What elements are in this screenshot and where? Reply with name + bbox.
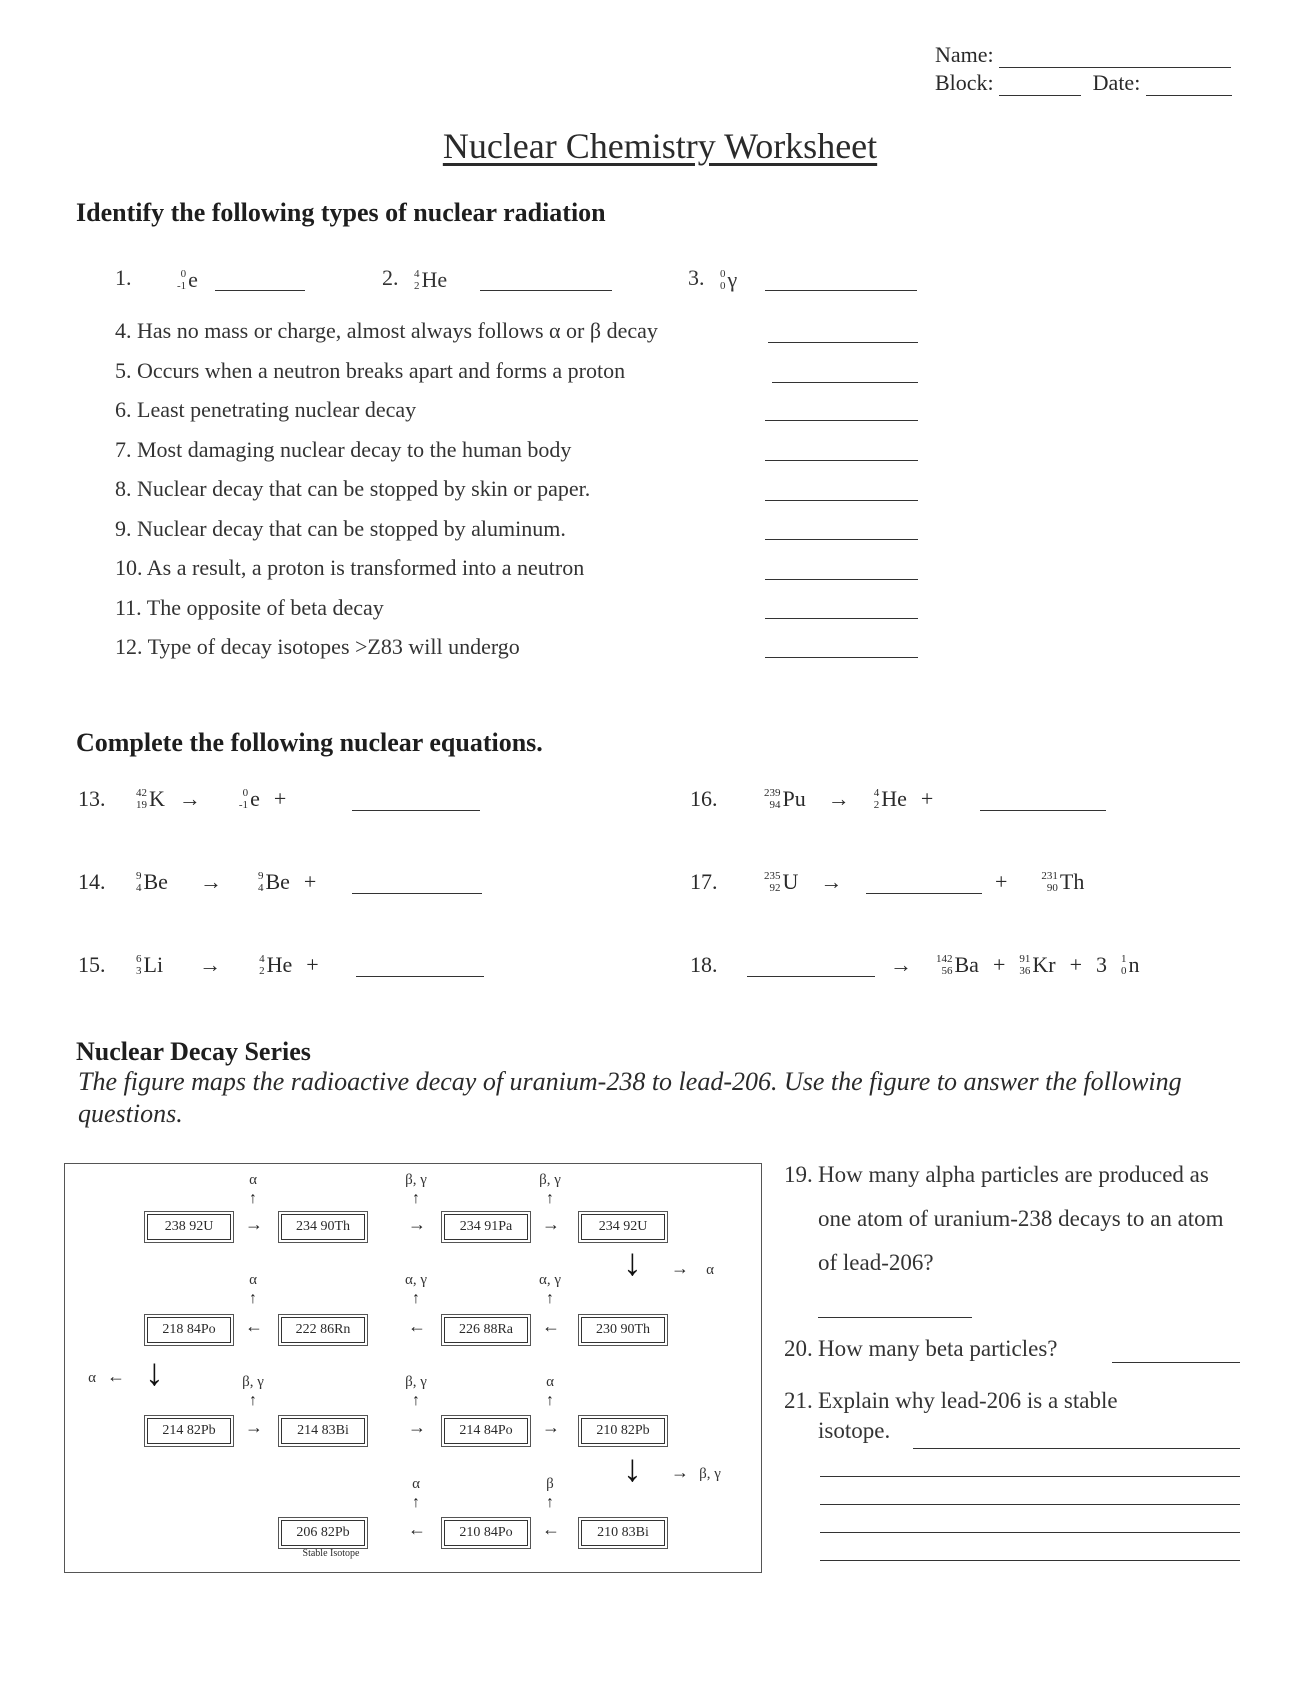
plus-sign: + xyxy=(306,952,319,977)
decay-label: α xyxy=(88,1370,96,1386)
decay-right-arrow: → xyxy=(408,1417,426,1437)
nuclide-helium: 4 2 He xyxy=(414,266,448,292)
answer-blank-20[interactable] xyxy=(1112,1362,1240,1363)
nuclide-box-rn222: 222 86Rn xyxy=(281,1317,365,1343)
product-neutron: 1 0 n xyxy=(1121,952,1140,977)
decay-left-arrow: ← xyxy=(408,1316,426,1336)
reactant-nuclide: 239 94 Pu xyxy=(764,786,806,811)
nuclide-box-bi214: 214 83Bi xyxy=(281,1418,365,1444)
nuclide-box-u234: 234 92U xyxy=(581,1214,665,1240)
decay-label: α xyxy=(546,1374,554,1390)
decay-left-arrow: ← xyxy=(245,1316,263,1336)
emission-up-arrow: ↑ xyxy=(412,1494,420,1511)
product-nuclide: 0 -1 e xyxy=(238,786,260,811)
emission-right-arrow: → xyxy=(671,1462,689,1482)
answer-blank-9[interactable] xyxy=(765,539,918,540)
nuclide-box-pb214: 214 82Pb xyxy=(147,1418,231,1444)
emission-up-arrow: ↑ xyxy=(546,1190,554,1207)
equation-number: 16. xyxy=(690,786,718,811)
emission-up-arrow: ↑ xyxy=(546,1392,554,1409)
emission-up-arrow: ↑ xyxy=(412,1392,420,1409)
question-21-number: 21. xyxy=(784,1388,813,1413)
nuclide-box-pb206: 206 82Pb xyxy=(281,1520,365,1546)
answer-blank-15[interactable] xyxy=(356,976,484,977)
question-11: 11. The opposite of beta decay xyxy=(115,595,384,620)
section3-intro: The figure maps the radioactive decay of uranium-238 to lead-206. Use the figure to answer the following questions. xyxy=(78,1067,1182,1128)
decay-series-figure xyxy=(64,1163,762,1573)
section1-heading: Identify the following types of nuclear radiation xyxy=(76,198,606,227)
answer-blank-7[interactable] xyxy=(765,460,918,461)
decay-down-arrow: ↓ xyxy=(623,1242,642,1284)
decay-label: β, γ xyxy=(242,1374,264,1390)
plus-sign: + xyxy=(920,786,934,811)
answer-blank-17[interactable] xyxy=(866,893,982,894)
reactant-nuclide: 6 3 Li xyxy=(136,952,164,977)
decay-label: α xyxy=(706,1262,714,1278)
answer-line-21e[interactable] xyxy=(820,1560,1240,1561)
nuclide-box-pa234: 234 91Pa xyxy=(444,1214,528,1240)
decay-label: α, γ xyxy=(405,1272,427,1288)
decay-label: β, γ xyxy=(699,1466,721,1482)
nuclide-electron: 0 -1 e xyxy=(177,266,198,292)
plus-sign: + xyxy=(992,952,1006,977)
block-label: Block: xyxy=(935,70,994,95)
equation-number: 13. xyxy=(78,786,106,811)
equation-18 xyxy=(690,952,750,978)
answer-line-21a[interactable] xyxy=(913,1448,1240,1449)
equation-number: 14. xyxy=(78,869,106,894)
reaction-arrow: → xyxy=(890,952,912,977)
decay-right-arrow: → xyxy=(245,1417,263,1437)
question-number: 3. xyxy=(688,265,705,290)
question-8: 8. Nuclear decay that can be stopped by skin or paper. xyxy=(115,476,591,501)
question-7: 7. Most damaging nuclear decay to the human body xyxy=(115,437,572,462)
decay-label: α xyxy=(412,1476,420,1492)
decay-label: β, γ xyxy=(405,1374,427,1390)
answer-blank-4[interactable] xyxy=(768,342,918,343)
decay-label: β, γ xyxy=(405,1172,427,1188)
emission-up-arrow: ↑ xyxy=(249,1290,257,1307)
plus-sign: + xyxy=(1069,952,1083,977)
answer-blank-13[interactable] xyxy=(352,810,480,811)
nuclide-box-th230: 230 90Th xyxy=(581,1317,665,1343)
emission-up-arrow: ↑ xyxy=(412,1190,420,1207)
question-6: 6. Least penetrating nuclear decay xyxy=(115,397,417,422)
answer-blank-3[interactable] xyxy=(765,290,917,291)
decay-right-arrow: → xyxy=(542,1214,560,1234)
reaction-arrow: → xyxy=(178,786,201,811)
answer-blank-19[interactable] xyxy=(818,1317,972,1318)
answer-blank-14[interactable] xyxy=(352,893,482,894)
nuclide-box-u238: 238 92U xyxy=(147,1214,231,1240)
question-number: 2. xyxy=(382,265,399,290)
reaction-arrow: → xyxy=(827,786,850,811)
answer-line-21c[interactable] xyxy=(820,1504,1240,1505)
product-nuclide: 231 90 Th xyxy=(1041,869,1085,894)
equation-17 xyxy=(690,869,842,895)
decay-label: α xyxy=(249,1172,257,1188)
decay-label: α xyxy=(249,1272,257,1288)
product-nuclide: 4 2 He xyxy=(259,952,293,977)
question-5: 5. Occurs when a neutron breaks apart and forms a proton xyxy=(115,358,626,383)
equation-15 xyxy=(78,952,319,978)
equation-number: 17. xyxy=(690,869,718,894)
question-4: 4. Has no mass or charge, almost always follows α or β decay xyxy=(115,318,658,343)
plus-sign: + xyxy=(995,869,1008,894)
decay-label: β xyxy=(546,1476,554,1492)
decay-label: β, γ xyxy=(539,1172,561,1188)
decay-left-arrow: ← xyxy=(542,1519,560,1539)
reactant-nuclide: 235 92 U xyxy=(764,869,799,894)
name-field xyxy=(935,42,1231,68)
answer-blank-12[interactable] xyxy=(765,657,918,658)
decay-left-arrow: ← xyxy=(408,1519,426,1539)
name-label: Name: xyxy=(935,42,994,67)
question-21: Explain why lead-206 is a stable isotope. xyxy=(818,1388,1118,1443)
answer-blank-18[interactable] xyxy=(747,976,875,977)
emission-up-arrow: ↑ xyxy=(546,1494,554,1511)
question-12: 12. Type of decay isotopes >Z83 will undergo xyxy=(115,634,520,659)
emission-left-arrow: ← xyxy=(107,1366,125,1386)
stable-isotope-note: Stable Isotope xyxy=(302,1548,360,1559)
decay-label: α, γ xyxy=(539,1272,561,1288)
equation-14 xyxy=(78,869,316,895)
equation-16 xyxy=(690,786,933,812)
decay-down-arrow: ↓ xyxy=(145,1352,164,1394)
reactant-nuclide: 9 4 Be xyxy=(136,869,168,894)
emission-right-arrow: → xyxy=(671,1258,689,1278)
emission-up-arrow: ↑ xyxy=(412,1290,420,1307)
reaction-arrow: → xyxy=(199,952,222,977)
answer-blank-8[interactable] xyxy=(765,500,918,501)
nuclide-box-ra226: 226 88Ra xyxy=(444,1317,528,1343)
question-3 xyxy=(688,265,737,293)
section3-heading: Nuclear Decay Series xyxy=(76,1037,311,1066)
nuclide-gamma: 0 0 γ xyxy=(720,266,738,292)
product-nuclide: 4 2 He xyxy=(873,786,907,811)
answer-line-21d[interactable] xyxy=(820,1532,1240,1533)
answer-blank-2[interactable] xyxy=(480,290,612,291)
question-20: How many beta particles? xyxy=(818,1336,1058,1361)
answer-blank-6[interactable] xyxy=(765,420,918,421)
answer-blank-5[interactable] xyxy=(772,382,918,383)
block-date-field xyxy=(935,70,1232,96)
nuclide-box-po218: 218 84Po xyxy=(147,1317,231,1343)
block-input-line[interactable] xyxy=(999,95,1081,96)
nuclide-box-pb210: 210 82Pb xyxy=(581,1418,665,1444)
product-krypton: 91 36 Kr xyxy=(1019,952,1056,977)
decay-left-arrow: ← xyxy=(542,1316,560,1336)
nuclide-box-th234: 234 90Th xyxy=(281,1214,365,1240)
question-10: 10. As a result, a proton is transformed into a neutron xyxy=(115,555,585,580)
product-nuclide: 9 4 Be xyxy=(257,869,290,894)
equation-13 xyxy=(78,786,286,812)
emission-up-arrow: ↑ xyxy=(249,1190,257,1207)
emission-up-arrow: ↑ xyxy=(249,1392,257,1409)
nuclide-box-po210: 210 84Po xyxy=(444,1520,528,1546)
decay-down-arrow: ↓ xyxy=(623,1448,642,1490)
answer-blank-10[interactable] xyxy=(765,579,918,580)
question-1 xyxy=(115,265,198,293)
decay-right-arrow: → xyxy=(245,1214,263,1234)
answer-blank-1[interactable] xyxy=(215,290,305,291)
question-20-number: 20. xyxy=(784,1336,813,1361)
date-input-line[interactable] xyxy=(1146,95,1232,96)
question-2 xyxy=(382,265,447,293)
product-barium: 142 56 Ba xyxy=(936,952,979,977)
question-19: How many alpha particles are produced as one atom of uranium-238 decays to an atom of lead-206? xyxy=(818,1162,1224,1275)
section2-heading: Complete the following nuclear equations. xyxy=(76,728,543,757)
equation-number: 18. xyxy=(690,952,718,977)
worksheet-title: Nuclear Chemistry Worksheet xyxy=(442,126,878,166)
answer-line-21b[interactable] xyxy=(820,1476,1240,1477)
nuclide-box-bi210: 210 83Bi xyxy=(581,1520,665,1546)
name-input-line[interactable] xyxy=(999,67,1231,68)
decay-right-arrow: → xyxy=(542,1417,560,1437)
reaction-arrow: → xyxy=(820,869,843,894)
answer-blank-16[interactable] xyxy=(980,810,1106,811)
equation-number: 15. xyxy=(78,952,106,977)
date-label: Date: xyxy=(1092,70,1141,95)
question-19-number: 19. xyxy=(784,1162,813,1187)
reactant-nuclide: 42 19 K xyxy=(136,786,165,811)
equation-17-product xyxy=(995,869,1084,895)
nuclide-box-po214: 214 84Po xyxy=(444,1418,528,1444)
answer-blank-11[interactable] xyxy=(765,618,918,619)
plus-sign: + xyxy=(273,786,287,811)
coefficient: 3 xyxy=(1096,952,1108,977)
question-number: 1. xyxy=(115,265,132,290)
reaction-arrow: → xyxy=(199,869,222,894)
emission-up-arrow: ↑ xyxy=(546,1290,554,1307)
equation-18-products xyxy=(890,952,1140,978)
question-9: 9. Nuclear decay that can be stopped by aluminum. xyxy=(115,516,566,541)
plus-sign: + xyxy=(303,869,317,894)
decay-right-arrow: → xyxy=(408,1214,426,1234)
